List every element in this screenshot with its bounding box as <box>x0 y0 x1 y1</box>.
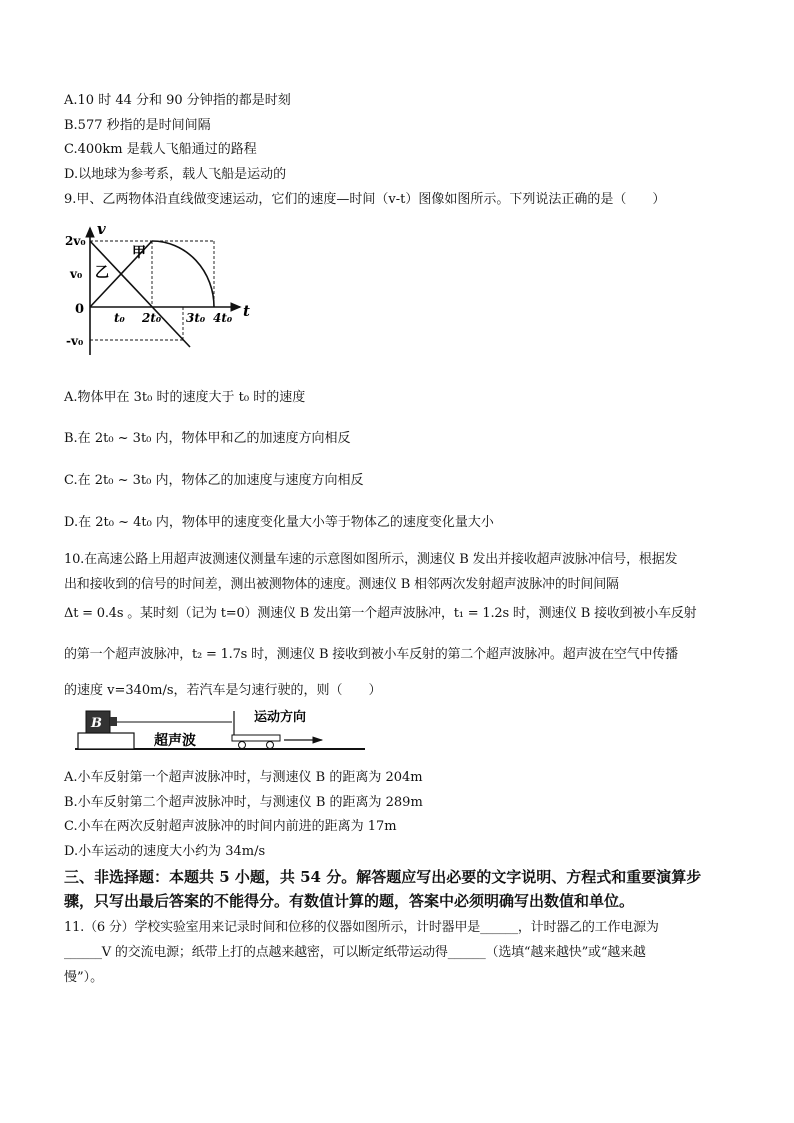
q8-option-d: D.以地球为参考系，载人飞船是运动的 <box>64 167 287 182</box>
device-b-label: B <box>91 716 102 731</box>
q11-line-2: ______V 的交流电源；纸带上打的点越来越密，可以断定纸带运动得______（选填“越来越快”或“越来越 <box>64 945 646 960</box>
cart-wheel-left <box>239 742 246 749</box>
device-platform <box>78 733 134 749</box>
label-jia: 甲 <box>132 245 146 261</box>
q9-stem: 9.甲、乙两物体沿直线做变速运动，它们的速度—时间（v-t）图像如图所示。下列说法正确的是（ ） <box>64 192 666 207</box>
label-yi: 乙 <box>95 265 109 281</box>
q8-option-c: C.400km 是载人飞船通过的路程 <box>64 142 257 157</box>
q10-stem-line-5: 的速度 v=340m/s，若汽车是匀速行驶的，则（ ） <box>64 683 382 698</box>
tick-t0: t₀ <box>114 311 125 325</box>
axis-t-label: t <box>243 302 250 320</box>
q9-option-a: A.物体甲在 3t₀ 时的速度大于 t₀ 时的速度 <box>64 390 306 405</box>
tick-3t0: 3t₀ <box>186 311 206 325</box>
q11-line-3: 慢”）。 <box>64 970 104 985</box>
q9-option-b: B.在 2t₀ ~ 3t₀ 内，物体甲和乙的加速度方向相反 <box>64 431 351 446</box>
q10-stem-line-4: 的第一个超声波脉冲，t₂ = 1.7s 时，测速仪 B 接收到被小车反射的第二个超声波脉冲。超声波在空气中传播 <box>64 647 678 662</box>
tick-2t0: 2t₀ <box>142 311 162 325</box>
axis-v-label: v <box>97 220 106 238</box>
tick-neg-v0: -v₀ <box>66 334 84 348</box>
tick-v0: v₀ <box>70 267 83 281</box>
device-b-emitter <box>110 717 117 726</box>
tick-2v0: 2v₀ <box>65 234 86 248</box>
q9-option-c: C.在 2t₀ ~ 3t₀ 内，物体乙的加速度与速度方向相反 <box>64 473 364 488</box>
tick-zero: 0 <box>75 302 85 317</box>
ultrasonic-wave-label: 超声波 <box>154 733 196 749</box>
q10-stem-line-3: Δt = 0.4s 。某时刻（记为 t=0）测速仪 B 发出第一个超声波脉冲，t₁ = 1.2s 时，测速仪 B 接收到被小车反射 <box>64 606 697 621</box>
tick-4t0: 4t₀ <box>213 311 233 325</box>
direction-label: 运动方向 <box>254 710 307 725</box>
jia-arc <box>152 241 214 307</box>
section3-heading-line-1: 三、非选择题：本题共 5 小题，共 54 分。解答题应写出必要的文字说明、方程式和重要演算步 <box>64 868 702 886</box>
q10-stem-line-2: 出和接收到的信号的时间差，测出被测物体的速度。测速仪 B 相邻两次发射超声波脉冲的时间间隔 <box>64 577 619 592</box>
q10-option-b: B.小车反射第二个超声波脉冲时，与测速仪 B 的距离为 289m <box>64 795 423 810</box>
cart-body <box>232 735 280 741</box>
cart-wheel-right <box>267 742 274 749</box>
q10-ultrasonic-figure <box>70 707 370 757</box>
q8-option-a: A.10 时 44 分和 90 分钟指的都是时刻 <box>64 93 291 108</box>
q10-option-d: D.小车运动的速度大小约为 34m/s <box>64 844 266 859</box>
q10-stem-line-1: 10.在高速公路上用超声波测速仪测量车速的示意图如图所示，测速仪 B 发出并接收超声波脉冲信号，根据发 <box>64 552 678 567</box>
section3-heading-line-2: 骤，只写出最后答案的不能得分。有数值计算的题，答案中必须明确写出数值和单位。 <box>64 892 635 910</box>
q9-option-d: D.在 2t₀ ~ 4t₀ 内，物体甲的速度变化量大小等于物体乙的速度变化量大小 <box>64 515 494 530</box>
q10-option-a: A.小车反射第一个超声波脉冲时，与测速仪 B 的距离为 204m <box>64 770 423 785</box>
q11-line-1: 11.（6 分）学校实验室用来记录时间和位移的仪器如图所示，计时器甲是______，计时器乙的工作电源为 <box>64 920 659 935</box>
q8-option-b: B.577 秒指的是时间间隔 <box>64 118 211 133</box>
q10-option-c: C.小车在两次反射超声波脉冲的时间内前进的距离为 17m <box>64 819 397 834</box>
q9-vt-graph <box>62 220 262 360</box>
